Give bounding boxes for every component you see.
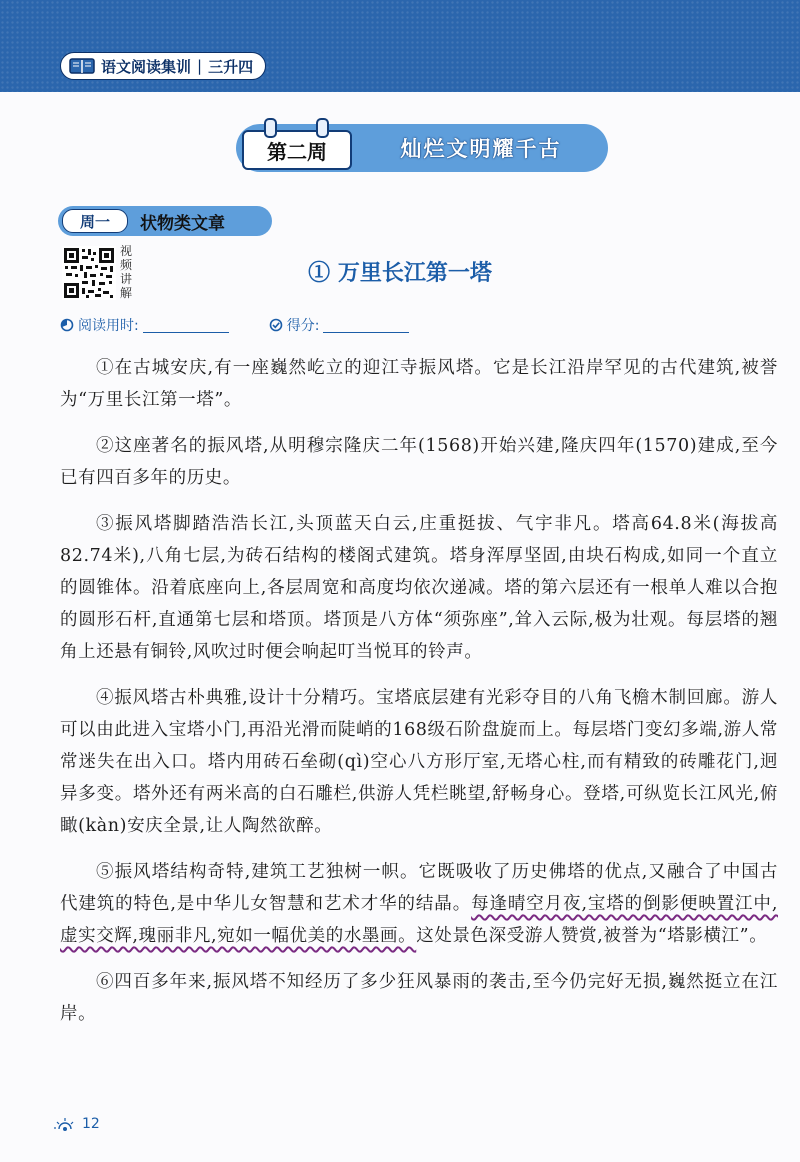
reading-time-label: 阅读用时: bbox=[78, 318, 139, 334]
reading-time-blank[interactable] bbox=[143, 318, 229, 333]
reading-time bbox=[60, 315, 229, 335]
article-title: ① 万里长江第一塔 bbox=[308, 260, 492, 286]
sun-icon bbox=[54, 1117, 76, 1131]
book-icon bbox=[69, 57, 95, 75]
score-blank[interactable] bbox=[323, 318, 409, 333]
series-name: 语文阅读集训 bbox=[101, 57, 192, 76]
check-circle-icon bbox=[269, 318, 283, 332]
paragraph-5 bbox=[60, 856, 778, 952]
paragraph-4: ④振风塔古朴典雅,设计十分精巧。宝塔底层建有光彩夺目的八角飞檐木制回廊。游人可以由此进入宝塔小门,再沿光滑而陡峭的168级石阶盘旋而上。每层塔门变幻多端,游人常常迷失在出入口。塔内用砖石垒砌(qì)空心八方形厅室,无塔心柱,而有精致的砖雕花门,迥异多变。塔外还有两米高的白石雕栏,供游人凭栏眺望,舒畅身心。登塔,可纵览长江风光,俯瞰(kàn)安庆全景,让人陶然欲醉。 bbox=[60, 688, 778, 836]
wavy-underlined-sentence: 每逢晴空月夜,宝塔的倒影便映置江中,虚实交辉,瑰丽非凡,宛如一幅优美的水墨画。 bbox=[60, 894, 778, 946]
page-footer bbox=[54, 1116, 100, 1132]
series-tag bbox=[60, 52, 266, 80]
section-tag bbox=[58, 206, 272, 236]
paragraph-5-start: ⑤振风塔结构奇特,建筑工艺独树一帜。它既吸收了历史佛塔的优点,又融合了中国古代建筑的特色,是中华儿女智慧和艺术才华的结晶。 bbox=[60, 862, 778, 914]
grade-label: 三升四 bbox=[208, 57, 254, 76]
chapter-banner bbox=[236, 118, 608, 176]
binder-ring-icon bbox=[316, 118, 329, 138]
paragraph-1: ①在古城安庆,有一座巍然屹立的迎江寺振风塔。它是长江沿岸罕见的古代建筑,被誉为“万里长江第一塔”。 bbox=[60, 358, 778, 410]
article-body bbox=[60, 352, 778, 1044]
meta-row bbox=[60, 314, 409, 336]
binder-ring-icon bbox=[264, 118, 277, 138]
qr-label: 视频讲解 bbox=[120, 244, 133, 300]
score-label: 得分: bbox=[286, 318, 320, 334]
day-label: 周一 bbox=[62, 209, 128, 233]
paragraph-2: ②这座著名的振风塔,从明穆宗隆庆二年(1568)开始兴建,隆庆四年(1570)建成,至今已有四百多年的历史。 bbox=[60, 436, 778, 488]
series-separator: | bbox=[197, 57, 203, 75]
paragraph-5-end: 这处景色深受游人赞赏,被誉为“塔影横江”。 bbox=[416, 926, 768, 946]
paragraph-6: ⑥四百多年来,振风塔不知经历了多少狂风暴雨的袭击,至今仍完好无损,巍然挺立在江岸。 bbox=[60, 972, 778, 1024]
clock-icon bbox=[60, 318, 74, 332]
section-title: 状物类文章 bbox=[140, 213, 225, 234]
paragraph-3: ③振风塔脚踏浩浩长江,头顶蓝天白云,庄重挺拔、气宇非凡。塔高64.8米(海拔高82.74米),八角七层,为砖石结构的楼阁式建筑。塔身浑厚坚固,由块石构成,如同一个直立的圆锥体。沿着底座向上,各层周宽和高度均依次递减。塔的第六层还有一根单人难以合抱的圆形石杆,直通第七层和塔顶。塔顶是八方体“须弥座”,耸入云际,极为壮观。每层塔的翘角上还悬有铜铃,风吹过时便会响起叮当悦耳的铃声。 bbox=[60, 514, 778, 662]
top-header-band bbox=[0, 0, 800, 92]
score bbox=[269, 315, 410, 335]
chapter-title: 灿烂文明耀千古 bbox=[400, 137, 562, 161]
week-label: 第二周 bbox=[242, 130, 352, 170]
page-number: 12 bbox=[82, 1116, 100, 1132]
